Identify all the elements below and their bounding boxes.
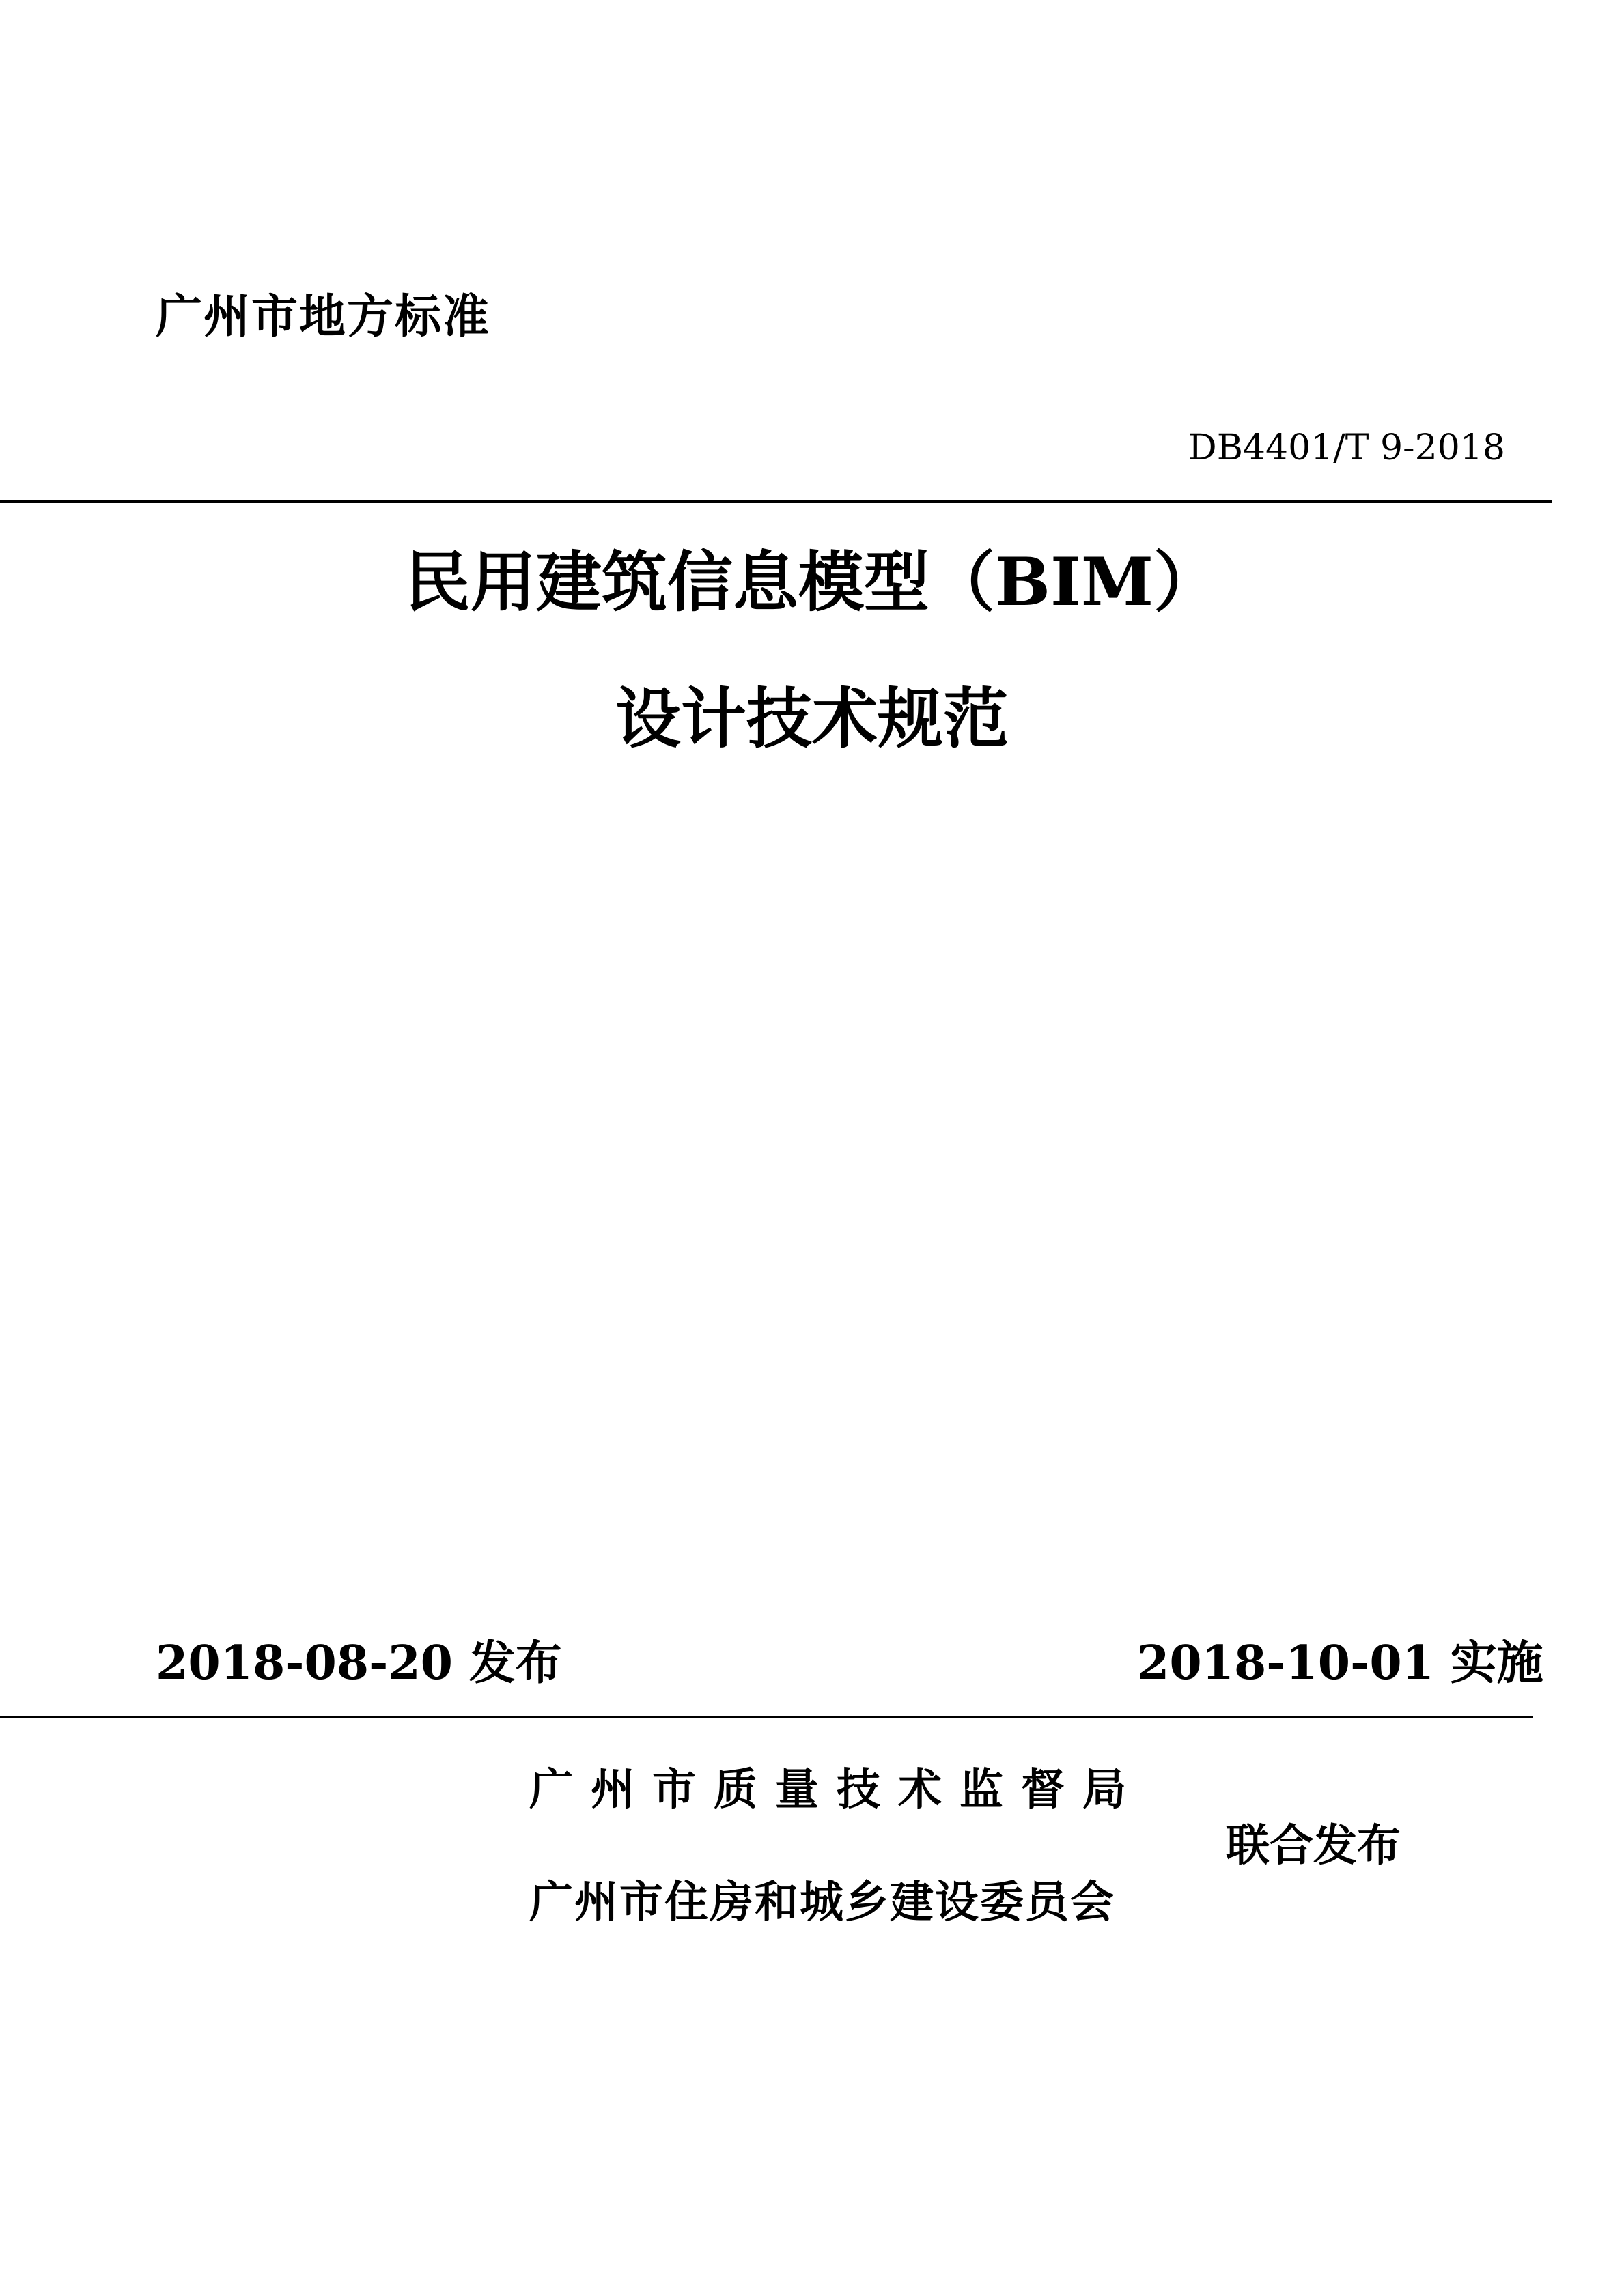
standard-type: 广州市地方标准: [156, 289, 491, 344]
issuing-agency-quality-bureau: 广州市质量技术监督局: [529, 1764, 1144, 1815]
top-divider: [0, 500, 1552, 503]
standard-number: DB4401/T 9-2018: [1188, 427, 1505, 468]
joint-issue-label: 联合发布: [1226, 1820, 1401, 1871]
issue-date: 2018-08-20 发布: [156, 1636, 562, 1690]
document-title-line-1: 民用建筑信息模型（BIM）: [404, 543, 1220, 621]
issuing-agency-housing-committee: 广州市住房和城乡建设委员会: [529, 1877, 1115, 1928]
implementation-date: 2018-10-01 实施: [1137, 1636, 1543, 1690]
document-title-line-2: 设计技术规范: [615, 680, 1009, 757]
bottom-divider: [0, 1716, 1533, 1718]
